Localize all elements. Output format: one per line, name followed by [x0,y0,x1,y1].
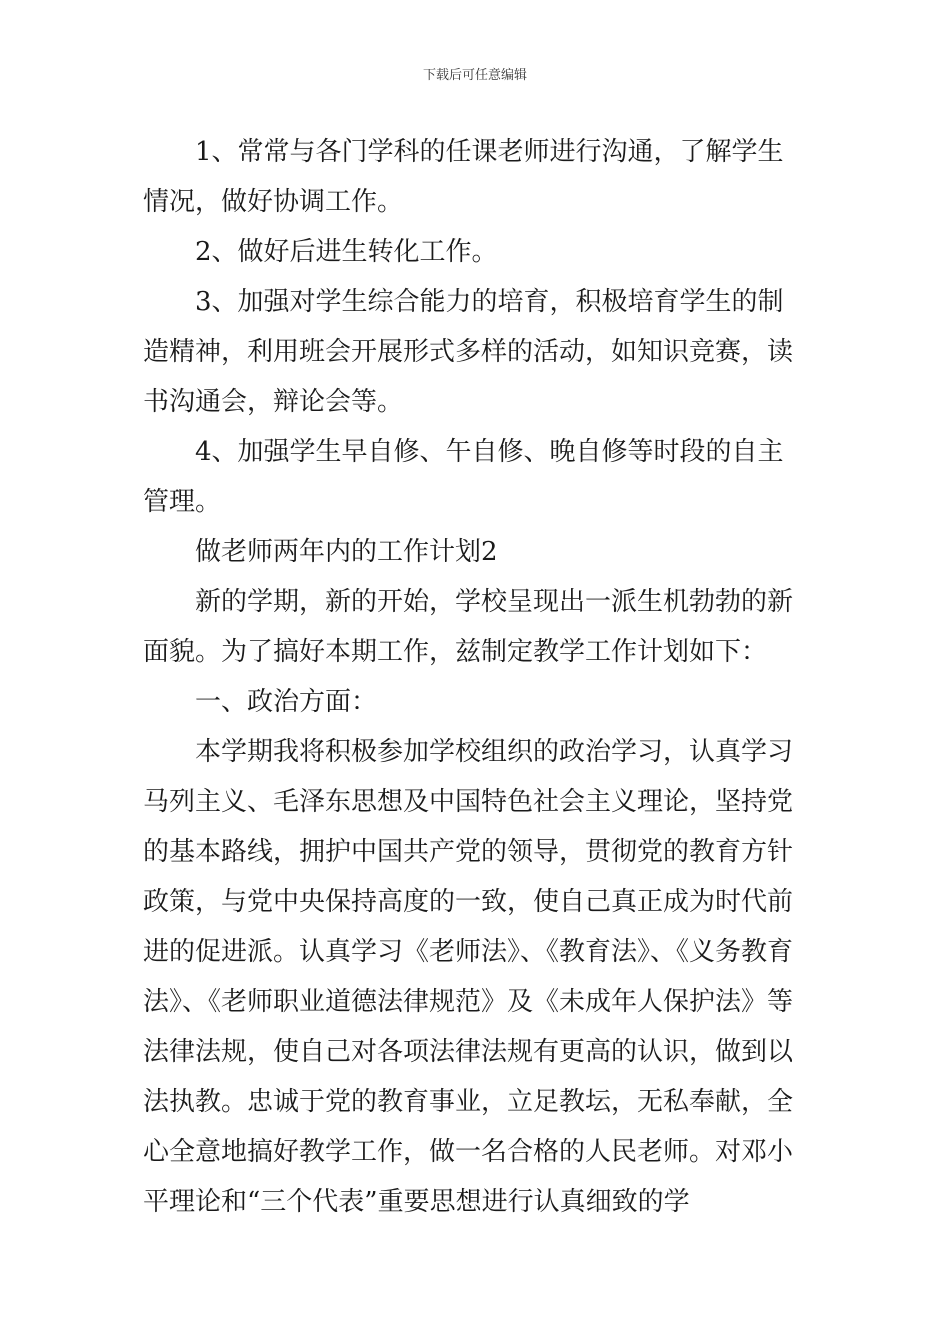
paragraph-item-1: 1、常常与各门学科的任课老师进行沟通，了解学生情况，做好协调工作。 [143,137,784,217]
page-header: 下载后可任意编辑 [422,68,527,83]
document-body [143,127,807,1227]
politics-paragraph: 本学期我将积极参加学校组织的政治学习，认真学习马列主义、毛泽东思想及中国特色社会主义理论，坚持党的基本路线，拥护中国共产党的领导，贯彻党的教育方针政策，与党中央保持高度的一致，使自己真正成为时代前进的促进派。认真学习《老师法》、《教育法》、《义务教育法》、《老师职业道德法律规范》及《未成年人保护法》等法律法规，使自己对各项法律法规有更高的认识，做到以法执教。忠诚于党的教育事业，立足教坛，无私奉献，全心全意地搞好教学工作，做一名合格的人民老师。对邓小平理论和“三个代表”重要思想进行认真细致的学 [143,737,794,1217]
paragraph-item-3: 3、加强对学生综合能力的培育，积极培育学生的制造精神，利用班会开展形式多样的活动，如知识竞赛，读书沟通会，辩论会等。 [143,287,794,417]
section-heading-politics: 一、政治方面： [195,687,378,717]
section-title: 做老师两年内的工作计划2 [195,537,498,567]
paragraph-item-4: 4、加强学生早自修、午自修、晚自修等时段的自主管理。 [143,437,784,517]
intro-paragraph: 新的学期，新的开始，学校呈现出一派生机勃勃的新面貌。为了搞好本期工作，兹制定教学工作计划如下： [143,587,794,667]
paragraph-item-2: 2、做好后进生转化工作。 [195,237,498,267]
